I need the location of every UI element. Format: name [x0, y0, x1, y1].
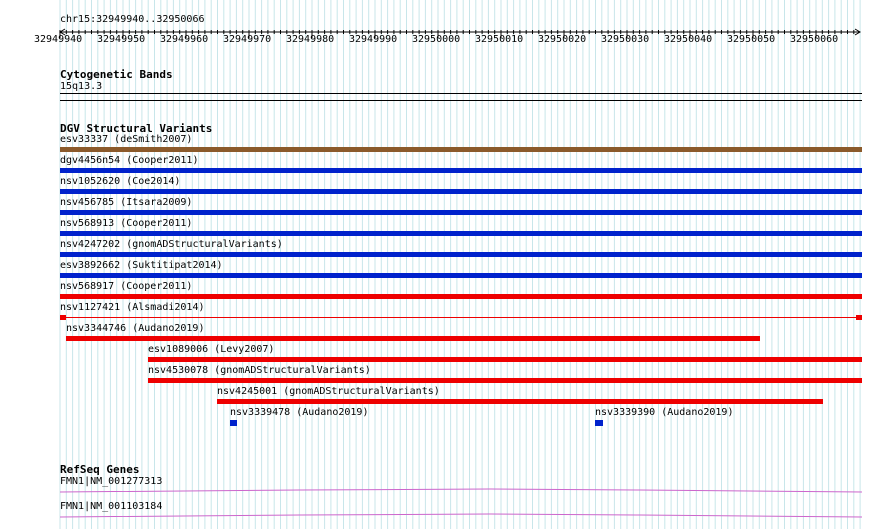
variant-label: dgv4456n54 (Cooper2011): [60, 155, 199, 166]
cytoband-label: 15q13.3: [60, 81, 103, 92]
ruler-tick-label: 32950020: [538, 34, 587, 45]
variant-label: nsv1052620 (Coe2014): [60, 176, 181, 187]
track-divider: [60, 100, 862, 101]
ruler-tick-label: 32950000: [412, 34, 461, 45]
gene-model[interactable]: [60, 511, 862, 519]
variant-bar[interactable]: [217, 399, 823, 404]
refseq-track-title: RefSeq Genes: [60, 463, 140, 476]
variant-label: nsv4530078 (gnomADStructuralVariants): [148, 365, 371, 376]
variant-bar[interactable]: [60, 210, 862, 215]
variant-label: nsv3344746 (Audano2019): [66, 323, 205, 334]
ruler-tick-label: 32950030: [601, 34, 650, 45]
variant-label: nsv3339390 (Audano2019): [595, 407, 734, 418]
ruler-tick-label: 32950060: [790, 34, 839, 45]
dgv-track-title: DGV Structural Variants: [60, 122, 213, 135]
gene-label: FMN1|NM_001277313: [60, 476, 163, 487]
variant-bar[interactable]: [60, 189, 862, 194]
variant-bar[interactable]: [148, 357, 862, 362]
variant-label: nsv3339478 (Audano2019): [230, 407, 369, 418]
ruler-tick-label: 32949950: [97, 34, 146, 45]
ruler-tick-label: 32950040: [664, 34, 713, 45]
variant-block[interactable]: [60, 315, 66, 320]
variant-label: nsv456785 (Itsara2009): [60, 197, 193, 208]
variant-connector[interactable]: [60, 317, 862, 318]
region-label: chr15:32949940..32950066: [60, 14, 205, 25]
ruler-tick-label: 32950050: [727, 34, 776, 45]
variant-bar[interactable]: [60, 294, 862, 299]
gene-model[interactable]: [60, 486, 862, 494]
variant-label: esv33337 (deSmith2007): [60, 134, 193, 145]
variant-block[interactable]: [856, 315, 862, 320]
variant-label: esv1089006 (Levy2007): [148, 344, 275, 355]
variant-label: nsv568913 (Cooper2011): [60, 218, 193, 229]
variant-label: nsv1127421 (Alsmadi2014): [60, 302, 205, 313]
variant-bar[interactable]: [60, 252, 862, 257]
ruler-tick-label: 32949990: [349, 34, 398, 45]
ruler-tick-label: 32950010: [475, 34, 524, 45]
variant-bar[interactable]: [148, 378, 862, 383]
variant-bar[interactable]: [60, 147, 862, 152]
gene-label: FMN1|NM_001103184: [60, 501, 163, 512]
variant-label: nsv568917 (Cooper2011): [60, 281, 193, 292]
variant-bar[interactable]: [230, 420, 237, 426]
ruler-tick-label: 32949940: [34, 34, 83, 45]
variant-bar[interactable]: [60, 168, 862, 173]
variant-bar[interactable]: [60, 231, 862, 236]
variant-bar[interactable]: [595, 420, 603, 426]
variant-label: nsv4247202 (gnomADStructuralVariants): [60, 239, 283, 250]
variant-bar[interactable]: [66, 336, 760, 341]
variant-bar[interactable]: [60, 273, 862, 278]
variant-label: nsv4245001 (gnomADStructuralVariants): [217, 386, 440, 397]
variant-label: esv3892662 (Suktitipat2014): [60, 260, 223, 271]
ruler-tick-label: 32949960: [160, 34, 209, 45]
cytoband-bar[interactable]: [60, 93, 862, 94]
ruler-tick-label: 32949980: [286, 34, 335, 45]
cytoband-track-title: Cytogenetic Bands: [60, 68, 173, 81]
ruler-tick-label: 32949970: [223, 34, 272, 45]
